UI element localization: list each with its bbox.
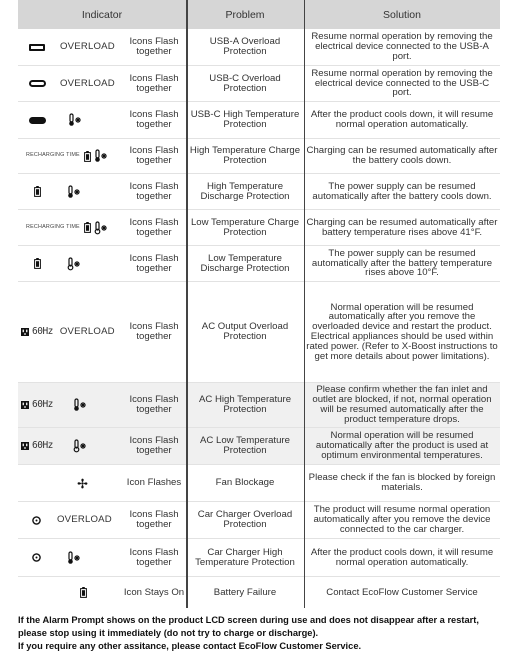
table-row	[18, 464, 500, 501]
battery-icon	[80, 587, 87, 598]
table-row	[18, 29, 500, 65]
table-row	[18, 382, 500, 427]
frequency-label: 60Hz	[32, 440, 53, 452]
solution-cell: Normal operation will be resumed automatically after the product is used at optimum environmental temperatures.	[315, 430, 489, 461]
thermometer-hot-icon	[73, 398, 87, 412]
column-divider	[186, 0, 188, 608]
overload-label: OVERLOAD	[57, 514, 112, 526]
indicator-description: Icons Flash together	[129, 546, 179, 568]
problem-cell: Low Temperature Charge Protection	[190, 216, 300, 238]
solution-cell: The power supply can be resumed automatically after the battery cools down.	[312, 180, 492, 202]
table-row	[18, 281, 500, 382]
recharging-time-label: RECHARGING TIME	[26, 152, 80, 159]
ac-outlet-icon	[21, 442, 29, 450]
table-row	[18, 209, 500, 245]
usb-c-port-icon	[29, 117, 46, 124]
frequency-label: 60Hz	[32, 326, 53, 338]
problem-cell: High Temperature Charge Protection	[189, 145, 301, 166]
solution-cell: Contact EcoFlow Customer Service	[326, 586, 478, 598]
recharging-time-label: RECHARGING TIME	[26, 223, 80, 230]
thermometer-cold-icon	[94, 221, 108, 235]
thermometer-hot-icon	[94, 149, 108, 163]
solution-cell: The product will resume normal operation automatically after you remove the device connected to the car charger.	[313, 504, 491, 535]
ac-outlet-icon	[21, 401, 29, 409]
ac-outlet-icon	[21, 328, 29, 336]
table-row	[18, 427, 500, 464]
header-solution: Solution	[383, 8, 421, 21]
fan-icon	[77, 478, 88, 489]
indicator-description: Icon Stays On	[123, 586, 185, 598]
problem-cell: USB-C High Temperature Protection	[190, 109, 300, 130]
solution-cell: After the product cools down, it will resume normal operation automatically.	[310, 546, 494, 568]
usb-a-port-icon	[29, 44, 45, 51]
battery-icon	[34, 186, 41, 197]
car-charger-port-icon	[32, 516, 41, 525]
problem-cell: High Temperature Discharge Protection	[200, 180, 290, 202]
problem-cell: USB-A Overload Protection	[209, 36, 281, 57]
indicator-description: Icons Flash together	[129, 216, 179, 238]
solution-cell: Resume normal operation by removing the electrical device connected to the USB-C port.	[311, 67, 493, 99]
overload-label: OVERLOAD	[60, 41, 115, 53]
battery-icon	[84, 151, 91, 162]
battery-icon	[84, 222, 91, 233]
problem-cell: AC Low Temperature Protection	[200, 435, 290, 456]
table-row	[18, 501, 500, 538]
solution-cell: After the product cools down, it will resume normal operation automatically.	[310, 109, 494, 130]
table-row	[18, 173, 500, 209]
indicator-description: Icons Flash together	[129, 509, 179, 530]
solution-cell: Resume normal operation by removing the electrical device connected to the USB-A port.	[311, 31, 493, 62]
header-indicator: Indicator	[81, 8, 123, 21]
table-row	[18, 538, 500, 576]
problem-cell: AC Output Overload Protection	[201, 321, 289, 342]
troubleshooting-table	[18, 0, 500, 608]
indicator-description: Icons Flash together	[129, 72, 179, 94]
solution-cell: The power supply can be resumed automatically after the battery temperature rises above 10°F.	[311, 247, 493, 279]
problem-cell: Low Temperature Discharge Protection	[200, 252, 290, 274]
table-row	[18, 245, 500, 281]
alarm-prompt-warning: If the Alarm Prompt shows on the product LCD screen during use and does not disappear after a restart, please stop using it immediately (do not try to charge or discharge).	[18, 615, 479, 638]
indicator-description: Icons Flash together	[129, 180, 179, 202]
thermometer-hot-icon	[67, 185, 81, 199]
thermometer-hot-icon	[67, 551, 81, 565]
indicator-description: Icons Flash together	[129, 252, 179, 274]
usb-c-port-icon	[29, 80, 46, 87]
table-row	[18, 576, 500, 608]
problem-cell: Car Charger High Temperature Protection	[195, 546, 295, 568]
problem-cell: Battery Failure	[213, 586, 277, 598]
indicator-description: Icons Flash together	[129, 321, 179, 342]
thermometer-hot-icon	[68, 113, 82, 127]
table-header	[18, 0, 500, 29]
footer-note	[18, 614, 500, 652]
thermometer-cold-icon	[67, 257, 81, 271]
solution-cell: Normal operation will be resumed automatically after you remove the overloaded device and restart the product. Electrical appliances should be used within rated power. (Refer to X-Boost instructions to get more details about power limitations).	[306, 301, 498, 362]
problem-cell: AC High Temperature Protection	[198, 394, 292, 415]
indicator-description: Icon Flashes	[126, 477, 182, 489]
solution-cell: Please confirm whether the fan inlet and outlet are blocked, if not, normal operation will be resumed automatically after the product temperature drops.	[312, 384, 492, 425]
table-row	[18, 65, 500, 101]
problem-cell: Car Charger Overload Protection	[197, 509, 293, 530]
frequency-label: 60Hz	[32, 399, 53, 411]
solution-cell: Please check if the fan is blocked by foreign materials.	[308, 472, 496, 493]
indicator-description: Icons Flash together	[129, 36, 179, 57]
table-row	[18, 138, 500, 173]
indicator-description: Icons Flash together	[129, 145, 179, 166]
car-charger-port-icon	[32, 553, 41, 562]
header-problem: Problem	[225, 8, 265, 21]
battery-icon	[34, 258, 41, 269]
table-row	[18, 101, 500, 138]
problem-cell: Fan Blockage	[215, 477, 275, 489]
thermometer-cold-icon	[73, 439, 87, 453]
indicator-description: Icons Flash together	[129, 435, 179, 456]
indicator-description: Icons Flash together	[129, 394, 179, 415]
overload-label: OVERLOAD	[60, 77, 115, 89]
solution-cell: Charging can be resumed automatically after the battery cools down.	[306, 145, 498, 166]
overload-label: OVERLOAD	[59, 326, 115, 338]
problem-cell: USB-C Overload Protection	[209, 72, 281, 94]
column-divider	[304, 0, 306, 608]
indicator-description: Icons Flash together	[129, 109, 179, 130]
assistance-note: If you require any other assitance, please contact EcoFlow Customer Service.	[18, 640, 362, 651]
solution-cell: Charging can be resumed automatically after battery temperature rises above 41°F.	[306, 216, 498, 238]
